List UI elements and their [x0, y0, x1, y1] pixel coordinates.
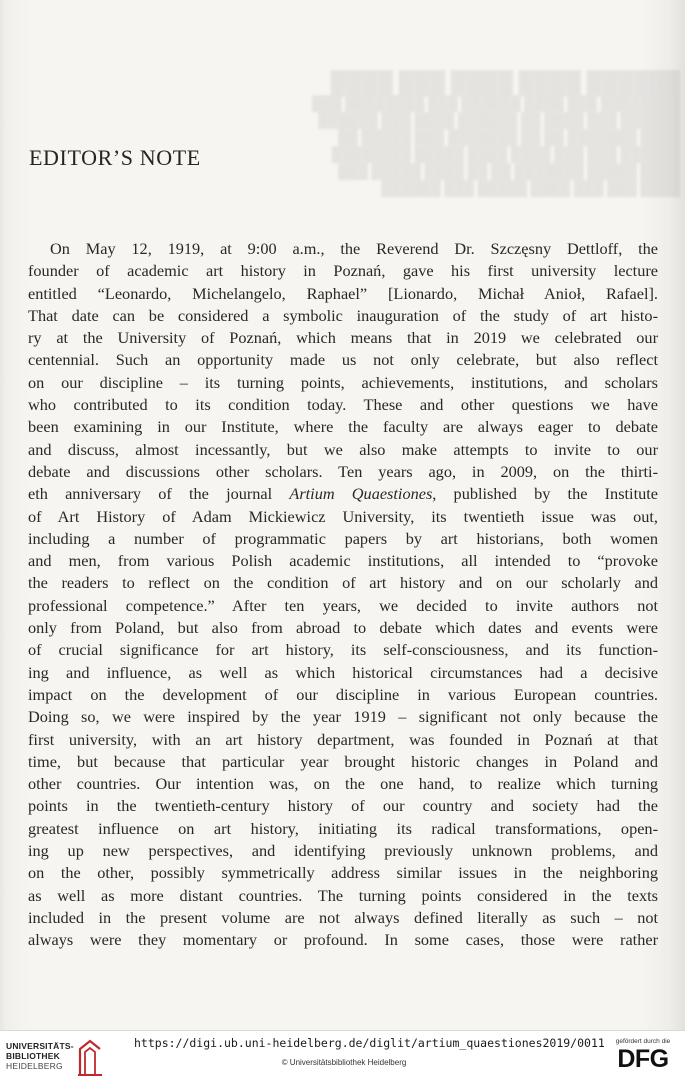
library-name-line: UNIVERSITÄTS- [6, 1041, 74, 1051]
text-line: points in the twentieth-century history of our country and society had the [28, 796, 658, 816]
text-line: ing up new perspectives, and identifying previously unknown problems, and [28, 841, 658, 861]
text-line: of crucial significance for art history, its self-consciousness, and its function- [28, 640, 658, 660]
body-paragraph [28, 238, 658, 952]
text-line: centennial. Such an opportunity made us not only celebrate, but also reflect [28, 350, 658, 370]
copyright-notice: © Universitätsbibliothek Heidelberg [281, 1058, 407, 1067]
text-line: included in the present volume are not always defined literally as such – not [28, 907, 658, 927]
text-line: and discuss, almost incessantly, but we also make attempts to invite to our [28, 439, 658, 459]
text-line: who contributed to its condition today. These and other questions we have [28, 395, 658, 415]
page-title: EDITOR’S NOTE [29, 145, 201, 170]
library-logo[interactable] [6, 1039, 130, 1079]
text-line: only from Poland, but also from abroad to debate which dates and events were [28, 618, 658, 638]
text-line-with-journal [28, 483, 658, 505]
text-line: ry at the University of Poznań, which means that in 2019 we celebrated our [28, 328, 658, 348]
text-line: other countries. Our intention was, on the one hand, to realize which turning [28, 774, 658, 794]
text-line: That date can be considered a symbolic inauguration of the study of art histo- [28, 305, 658, 325]
text-line: first university, with an art history department, was founded in Poznań at that [28, 729, 658, 749]
text-line: ing and influence, as well as which historical circumstances had a decisive [28, 662, 658, 682]
text-line: always were they momentary or profound. In some cases, those were rather [28, 930, 658, 950]
text-line: professional competence.” After ten years, we decided to invite authors not [28, 595, 658, 615]
text-line: time, but because that particular year brought historic changes in Poland and [28, 751, 658, 771]
dfg-wordmark: DFG [617, 1045, 669, 1073]
text-line: impact on the development of our discipline in various European countries. [28, 684, 658, 704]
library-emblem-icon [76, 1039, 106, 1077]
text-line: the readers to reflect on the condition of art history and on our scholarly and [28, 573, 658, 593]
text-line: on our discipline – its turning points, achievements, institutions, and scholars [28, 372, 658, 392]
text-line: entitled “Leonardo, Michelangelo, Raphael” [Lionardo, Michał Anioł, Rafael]. [28, 283, 658, 303]
library-name-line: BIBLIOTHEK [6, 1051, 60, 1061]
library-name [6, 1041, 74, 1071]
dfg-caption: gefördert durch die [615, 1038, 671, 1045]
digitization-footer [0, 1030, 685, 1083]
text-line: on the other, possibly symmetrically address similar issues in the neighboring [28, 863, 658, 883]
text-line: Doing so, we were inspired by the year 1919 – significant not only because the [28, 707, 658, 727]
text-line: of Art History of Adam Mickiewicz University, its twentieth issue was out, [28, 506, 658, 526]
text-segment: , published by the Institute [432, 484, 658, 504]
text-line: including a number of programmatic papers by art historians, both women [28, 528, 658, 548]
text-line: founder of academic art history in Poznań, gave his first university lecture [28, 261, 658, 281]
show-through-text: ██████ ████ ████ ███ ████ ████████ ███ ████ ██████ ███ ████████ ███ ██████ ███ ████ ██ ██████ ████ ███ ██████ ████ ███████ ██ ██ ███████ ███ █████ ██ ██████ ███ ███ ████ ████ █████ ████████ ████ █████ ███████ ██ ██ ████ █████ ███ ████ ███ ███ ████ █████ ███ ██████ [311, 70, 680, 197]
dfg-logo[interactable] [607, 1038, 679, 1078]
text-line: On May 12, 1919, at 9:00 a.m., the Reverend Dr. Szczęsny Dettloff, the [50, 239, 658, 258]
text-line: been examining in our Institute, where the faculty are always eager to debate [28, 417, 658, 437]
text-segment: eth anniversary of the journal [28, 484, 290, 504]
source-url-link[interactable]: https://digi.ub.uni-heidelberg.de/diglit/artium_quaestiones2019/0011 [134, 1036, 605, 1050]
library-city: HEIDELBERG [6, 1061, 63, 1071]
journal-title: Artium Quaestiones [289, 484, 433, 504]
text-line: greatest influence on art history, initiating its radical transformations, open- [28, 818, 658, 838]
text-line: debate and discussions other scholars. Ten years ago, in 2009, on the thirti- [28, 461, 658, 481]
text-line: as well as more distant countries. The turning points considered in the texts [28, 885, 658, 905]
text-line: and men, from various Polish academic institutions, all intended to “provoke [28, 551, 658, 571]
